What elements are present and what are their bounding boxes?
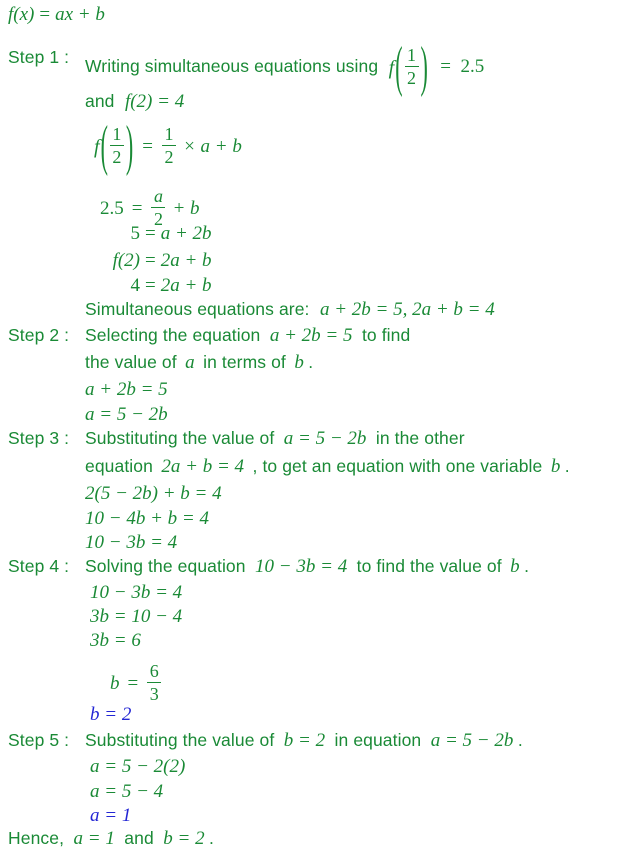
fraction-denominator: 2 <box>153 208 163 229</box>
step-5-line-1 <box>85 730 523 752</box>
f-letter: f <box>388 57 395 80</box>
step-1-f-of-two: f(2) = 4 <box>124 91 185 112</box>
step-2-line2-a: the value of <box>85 352 177 372</box>
step-1-line-2 <box>85 91 184 113</box>
equation-a-plus-2b: a + 2b = 5 <box>85 379 168 400</box>
equation-lhs: 2.5 <box>100 197 124 219</box>
conclusion-line <box>8 828 214 850</box>
step-3-line-1 <box>85 428 465 450</box>
fraction-six-thirds <box>147 662 161 703</box>
equation-simplified: 10 − 3b = 4 <box>85 532 178 553</box>
summary-text: Simultaneous equations are: <box>85 299 310 319</box>
step-1-text: Writing simultaneous equations using <box>85 55 379 76</box>
conclusion-prefix: Hence, <box>8 828 65 848</box>
paren-close: ) <box>125 112 134 177</box>
step-4-period: . <box>524 556 530 576</box>
fraction-numerator: 6 <box>149 661 159 681</box>
equation-rhs-tail: + b <box>172 197 200 219</box>
equals-sign: = <box>127 672 139 694</box>
equation-lhs: 4 <box>130 275 140 296</box>
step-2-equation: a + 2b = 5 <box>269 325 353 346</box>
equation-step5-2: a = 5 − 4 <box>90 781 164 802</box>
paren-open: ( <box>395 33 403 98</box>
conclusion-b-value: b = 2 <box>163 828 205 849</box>
step-5-period: . <box>517 730 523 750</box>
equation-substituted: 2(5 − 2b) + b = 4 <box>85 483 222 504</box>
step-1-and: and <box>85 91 115 111</box>
equation-lhs: b <box>110 672 120 694</box>
step-4-var-b: b <box>510 556 520 577</box>
conclusion-a-value: a = 1 <box>73 828 115 849</box>
equation-lhs: 5 <box>130 223 140 244</box>
step-2-text-b: to find <box>361 325 411 345</box>
equals-sign: = <box>142 135 153 157</box>
fraction-denominator: 2 <box>164 146 174 167</box>
equation-4-equals <box>76 275 212 297</box>
step-5-text-a: Substituting the value of <box>85 730 275 750</box>
equals-sign: = <box>145 275 156 296</box>
equation-rhs-tail: × a + b <box>182 135 242 157</box>
equation-step4-1: 10 − 3b = 4 <box>90 582 183 603</box>
equation-rhs: a + 2b <box>160 223 212 244</box>
step-4-equation: 10 − 3b = 4 <box>255 556 348 577</box>
function-definition-rhs: ax + b <box>55 4 105 25</box>
step-5-equation-a: a = 5 − 2b <box>430 730 514 751</box>
step-2-text-a: Selecting the equation <box>85 325 261 345</box>
fraction-numerator: a <box>153 186 163 206</box>
step-1-value: 2.5 <box>460 55 485 77</box>
step-3-label: Step 3 : <box>8 428 70 448</box>
fraction-numerator: 1 <box>164 124 174 144</box>
f-of-one-half-call-2 <box>94 112 134 177</box>
step-2-line2-b: in terms of <box>203 352 286 372</box>
step-2-var-b: b <box>294 352 304 373</box>
function-definition-lhs: f(x) <box>8 4 35 25</box>
f-of-one-half-call <box>388 33 429 98</box>
equals-sign: = <box>145 223 156 244</box>
step-5-equation-b: b = 2 <box>283 730 326 751</box>
step-3-text-a: Substituting the value of <box>85 428 275 448</box>
paren-close: ) <box>420 33 428 98</box>
step-3-equation-2: 2a + b = 4 <box>161 456 245 477</box>
fraction-one-half <box>405 46 419 87</box>
simultaneous-equations-summary <box>85 299 495 321</box>
step-1-label: Step 1 : <box>8 47 70 67</box>
function-definition-equals: = <box>39 4 51 25</box>
step-3-text-b: in the other <box>375 428 465 448</box>
step-3-line-2 <box>85 456 570 478</box>
step-2-var-a: a <box>185 352 195 373</box>
step-5-label: Step 5 : <box>8 730 70 750</box>
step-1-line-1 <box>85 33 485 98</box>
equation-rhs: 2a + b <box>160 250 212 271</box>
step-2-line-2 <box>85 352 313 374</box>
fraction-denominator: 2 <box>407 67 417 88</box>
equation-step4-3: 3b = 6 <box>90 630 141 651</box>
summary-equations: a + 2b = 5, 2a + b = 4 <box>319 299 495 320</box>
equation-rhs: 2a + b <box>160 275 212 296</box>
step-3-line2-b: , to get an equation with one variable <box>252 456 543 476</box>
function-definition <box>8 4 625 26</box>
conclusion-joiner: and <box>124 828 154 848</box>
step-3-period: . <box>564 456 570 476</box>
f-letter: f <box>94 136 100 159</box>
equation-5-equals <box>76 223 212 245</box>
equation-lhs: f(2) <box>112 250 140 271</box>
step-2-label: Step 2 : <box>8 325 70 345</box>
equation-b-equals-2-result: b = 2 <box>90 704 132 725</box>
fraction-denominator: 3 <box>149 683 159 704</box>
step-4-line-1 <box>85 556 529 578</box>
step-2-period: . <box>308 352 314 372</box>
step-3-var-b: b <box>550 456 561 477</box>
step-4-text-b: to find the value of <box>356 556 502 576</box>
equation-step5-1: a = 5 − 2(2) <box>90 756 186 777</box>
paren-open: ( <box>100 112 108 177</box>
step-3-line2-a: equation <box>85 456 153 476</box>
step-4-text-a: Solving the equation <box>85 556 246 576</box>
step-2-line-1 <box>85 325 410 347</box>
equation-b-equals-six-thirds <box>110 663 162 704</box>
equation-a-equals-5-minus-2b: a = 5 − 2b <box>85 404 168 425</box>
step-5-text-b: in equation <box>334 730 422 750</box>
fraction-numerator: 1 <box>112 124 122 144</box>
fraction-numerator: 1 <box>407 45 417 65</box>
step-3-equation: a = 5 − 2b <box>283 428 367 449</box>
equals-sign: = <box>145 250 156 271</box>
step-4-label: Step 4 : <box>8 556 70 576</box>
fraction-one-half <box>110 125 124 166</box>
equals-sign: = <box>131 197 143 219</box>
equation-f-of-2 <box>76 250 212 272</box>
conclusion-period: . <box>209 828 214 848</box>
equation-f-half-expansion <box>94 112 242 177</box>
equation-expanded: 10 − 4b + b = 4 <box>85 508 209 529</box>
step-1-equals: = <box>440 55 452 77</box>
equation-step4-2: 3b = 10 − 4 <box>90 606 183 627</box>
equation-a-equals-1-result: a = 1 <box>90 805 132 826</box>
fraction-one-half-rhs <box>162 125 176 166</box>
fraction-denominator: 2 <box>112 146 122 167</box>
